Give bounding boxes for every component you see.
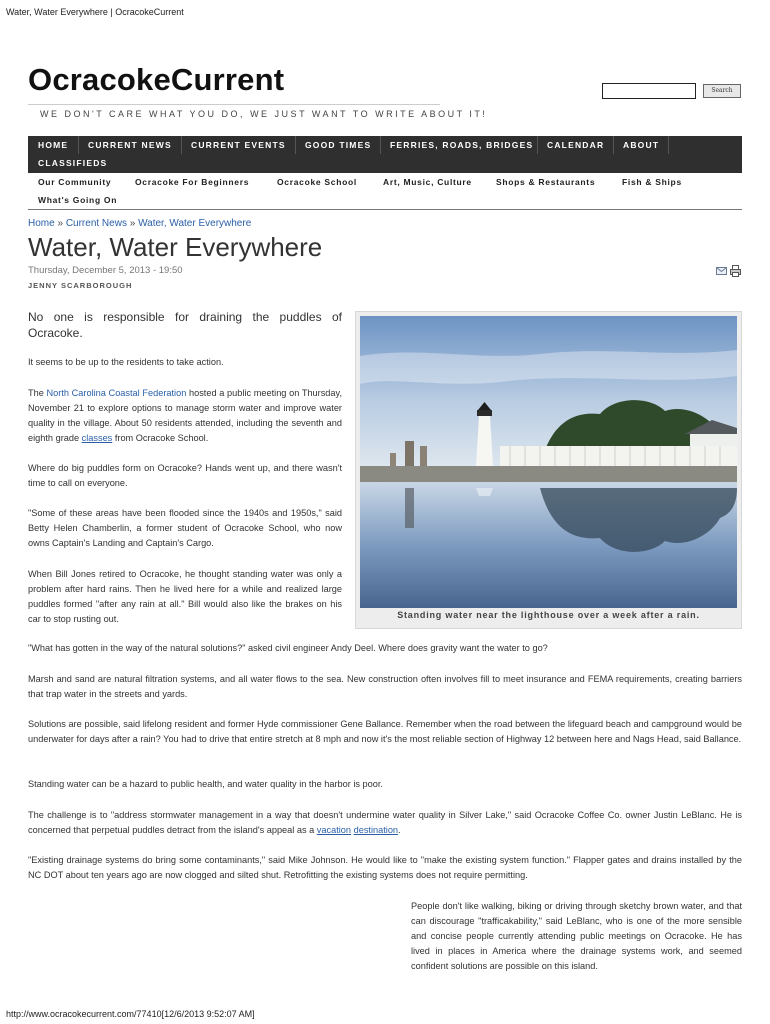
paragraph-text: The challenge is to "address stormwater management in a way that doesn't undermine water quality in Silver Lake," said Ocracoke Coffee Co. owner Justin LeBlanc. He is concerned that perpetual puddles detract from the island's appeal as a — [28, 810, 742, 835]
nav-separator — [295, 136, 296, 154]
article-title: Water, Water Everywhere — [28, 232, 323, 262]
article-paragraph: Where do big puddles form on Ocracoke? Hands went up, and there wasn't time to call on everyone. — [28, 463, 342, 488]
article-tools — [716, 264, 742, 282]
article-paragraph: People don't like walking, biking or driving through sketchy brown water, and that can discourage "trafficakability," said LeBlanc, who is one of the more sensible and concise people currently attending public meetings on Ocracoke. He has lived in places in America where the drainage systems work, and seemed confident solutions are possible on this island. — [411, 901, 742, 971]
site-title[interactable]: OcracokeCurrent — [28, 62, 285, 97]
tagline-divider — [28, 104, 440, 105]
nav-good-times[interactable]: GOOD TIMES — [305, 140, 372, 150]
breadcrumb-home[interactable]: Home — [28, 218, 55, 229]
paragraph-text: hosted a public meeting on Thursday, November 21 to explore options to manage storm water and improve water quality in the village. About 50 residents attended, including the seventh and eighth grade — [28, 388, 342, 443]
paragraph-text: . — [398, 825, 401, 835]
breadcrumb-separator: » — [57, 218, 64, 229]
nav-separator — [181, 136, 182, 154]
vacation-link[interactable]: vacation — [316, 825, 352, 835]
article-lead: No one is responsible for draining the puddles of Ocracoke. — [28, 310, 342, 340]
nav-calendar[interactable]: CALENDAR — [547, 140, 605, 150]
nav-home[interactable]: HOME — [38, 140, 69, 150]
article-paragraph: "Some of these areas have been flooded since the 1940s and 1950s," said Betty Helen Chamberlin, a former student of Ocracoke School, who now owns Captain's Landing and Captain's Cargo. — [28, 508, 342, 548]
primary-nav — [28, 136, 742, 173]
article-date: Thursday, December 5, 2013 - 19:50 — [28, 265, 183, 276]
article-paragraph: Solutions are possible, said lifelong resident and former Hyde commissioner Gene Ballance. Remember when the road between the lifeguard beach and campground would be underwater for days after a rain? You had to drive that entire stretch at 8 mph and now it's the most reliable section of Highway 12 between here and Nags Head, said Ballance. — [28, 719, 742, 744]
subnav-art-music-culture[interactable]: Art, Music, Culture — [383, 177, 472, 187]
article-author[interactable]: JENNY SCARBOROUGH — [28, 281, 133, 290]
nav-separator — [668, 136, 669, 154]
article-paragraph: "Existing drainage systems do bring some contaminants," said Mike Johnson. He would like to "make the existing system function." Flapper gates and drains installed by the NC DOT about ten years ago are now clogged and silted shut. Retrofitting the existing systems does not require permitting. — [28, 855, 742, 880]
print-icon[interactable] — [731, 266, 741, 277]
subnav-fish-ships[interactable]: Fish & Ships — [622, 177, 682, 187]
breadcrumb — [28, 218, 251, 229]
nav-separator — [380, 136, 381, 154]
breadcrumb-separator: » — [129, 218, 136, 229]
nav-separator — [78, 136, 79, 154]
article-paragraph — [28, 808, 742, 838]
breadcrumb-current[interactable]: Water, Water Everywhere — [138, 218, 252, 229]
destination-link[interactable]: destination — [353, 825, 399, 835]
article-paragraph: "What has gotten in the way of the natural solutions?" asked civil engineer Andy Deel. Where does gravity want the water to go? — [28, 643, 548, 653]
subnav-shops-restaurants[interactable]: Shops & Restaurants — [496, 177, 596, 187]
photo-frame — [355, 311, 742, 629]
site-tagline: WE DON'T CARE WHAT YOU DO, WE JUST WANT TO WRITE ABOUT IT! — [40, 109, 488, 119]
nccf-link[interactable]: North Carolina Coastal Federation — [46, 388, 187, 398]
nav-ferries-roads-bridges[interactable]: FERRIES, ROADS, BRIDGES — [390, 140, 534, 150]
article-paragraph: When Bill Jones retired to Ocracoke, he thought standing water was only a problem after hard rains. Then he lived here for a while and realized large puddles formed "after any rain at all." Bill would also like the brakes on his car to stop rusting out. — [28, 569, 342, 624]
lighthouse-photo — [360, 316, 737, 608]
article-paragraph — [28, 386, 342, 446]
print-header: Water, Water Everywhere | OcracokeCurrent — [6, 7, 184, 17]
nav-about[interactable]: ABOUT — [623, 140, 660, 150]
article-paragraph: Standing water can be a hazard to public health, and water quality in the harbor is poor. — [28, 779, 383, 789]
subnav-ocracoke-for-beginners[interactable]: Ocracoke For Beginners — [135, 177, 250, 187]
breadcrumb-current-news[interactable]: Current News — [65, 218, 127, 229]
classes-link[interactable]: classes — [81, 433, 113, 443]
subnav-ocracoke-school[interactable]: Ocracoke School — [277, 177, 357, 187]
photo-caption: Standing water near the lighthouse over a week after a rain. — [397, 610, 700, 620]
nav-separator — [613, 136, 614, 154]
search-input[interactable] — [602, 83, 696, 99]
print-footer: http://www.ocracokecurrent.com/77410[12/6/2013 9:52:07 AM] — [6, 1009, 255, 1019]
email-icon[interactable] — [717, 268, 727, 275]
nav-current-news[interactable]: CURRENT NEWS — [88, 140, 172, 150]
nav-classifieds[interactable]: CLASSIFIEDS — [38, 158, 108, 168]
article-paragraph: It seems to be up to the residents to take action. — [28, 357, 224, 367]
nav-separator — [537, 136, 538, 154]
subnav-whats-going-on[interactable]: What's Going On — [38, 195, 118, 205]
subnav-divider — [28, 209, 742, 210]
search-button[interactable]: Search — [703, 84, 741, 98]
subnav-our-community[interactable]: Our Community — [38, 177, 112, 187]
article-paragraph: Marsh and sand are natural filtration systems, and all water flows to the sea. New construction often involves fill to meet insurance and FEMA requirements, creating barriers that trap water in the streets and yards. — [28, 674, 742, 699]
nav-current-events[interactable]: CURRENT EVENTS — [191, 140, 286, 150]
paragraph-text: The — [28, 388, 47, 398]
paragraph-text: from Ocracoke School. — [112, 433, 209, 443]
